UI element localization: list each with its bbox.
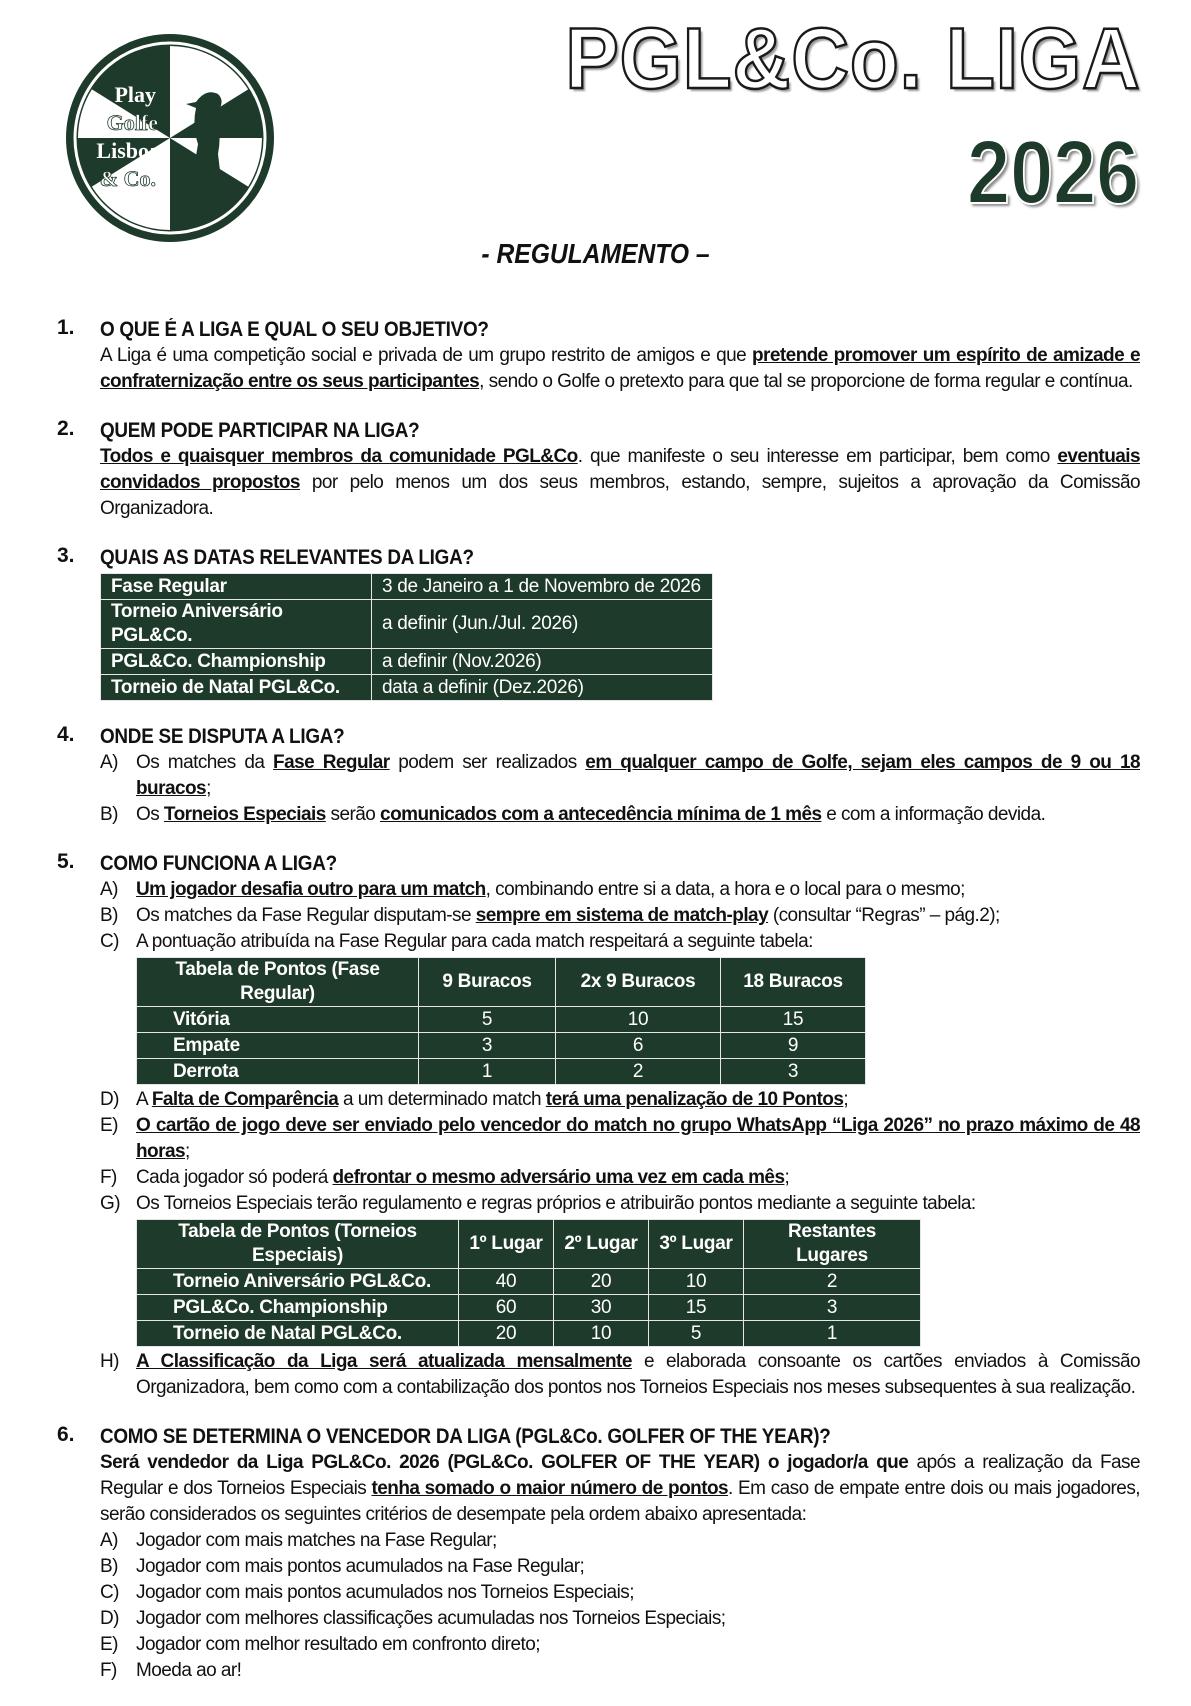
- section-number: 6.: [57, 1423, 75, 1446]
- table-row: Torneio Aniversário PGL&Co. 40 20 10 2: [137, 1269, 921, 1295]
- section-6: [57, 1423, 1140, 1684]
- section-1: [57, 316, 1140, 395]
- section-number: 5.: [57, 850, 75, 873]
- pgl-logo: [64, 32, 276, 244]
- svg-text:Golfe: Golfe: [106, 110, 158, 135]
- list-item: D) Jogador com melhores classificações acumuladas nos Torneios Especiais;: [100, 1608, 726, 1629]
- list-item: E) O cartão de jogo deve ser enviado pelo vencedor do match no grupo WhatsApp “Liga 2026” no prazo máximo de 48 horas;: [100, 1115, 1140, 1162]
- list-item: D) A Falta de Comparência a um determinado match terá uma penalização de 10 Pontos;: [100, 1089, 849, 1110]
- table-row: Derrota 1 2 3: [137, 1059, 866, 1085]
- list-item: B) Os matches da Fase Regular disputam-se sempre em sistema de match-play (consultar “Regras” – pág.2);: [100, 905, 1000, 926]
- special-points-table: [136, 1219, 921, 1347]
- table-row: Torneio de Natal PGL&Co. data a definir (Dez.2026): [101, 675, 713, 701]
- section-title: O QUE É A LIGA E QUAL O SEU OBJETIVO?: [100, 318, 489, 341]
- section-3: [57, 544, 1140, 701]
- section-number: 2.: [57, 417, 75, 440]
- league-title: PGL&Co. LIGA: [565, 11, 1141, 107]
- table-header-row: Tabela de Pontos (Fase Regular) 9 Buracos 2x 9 Buracos 18 Buracos: [137, 958, 866, 1007]
- league-year: 2026: [966, 123, 1139, 223]
- section-number: 4.: [57, 723, 75, 746]
- section-title: ONDE SE DISPUTA A LIGA?: [100, 725, 345, 748]
- section-title: QUAIS AS DATAS RELEVANTES DA LIGA?: [100, 546, 474, 569]
- svg-text:Play: Play: [114, 82, 156, 107]
- svg-text:& Co.: & Co.: [99, 166, 156, 191]
- table-row: Torneio Aniversário PGL&Co. a definir (Jun./Jul. 2026): [101, 600, 713, 649]
- section-paragraph: Será vendedor da Liga PGL&Co. 2026 (PGL&Co. GOLFER OF THE YEAR) o jogador/a que após a realização da Fase Regular e dos Torneios Especiais tenha somado o maior número de pontos. Em caso de empate entre dois ou mais jogadores, serão considerados os seguintes critérios de desempate pela ordem abaixo apresentada:: [100, 1452, 1140, 1525]
- dates-table: [100, 573, 713, 701]
- section-title: COMO FUNCIONA A LIGA?: [100, 852, 337, 875]
- section-number: 1.: [57, 316, 75, 339]
- list-item: H) A Classificação da Liga será atualizada mensalmente e elaborada consoante os cartões enviados à Comissão Organizadora, bem como com a contabilização dos pontos nos Torneios Especiais nos meses subsequentes à sua realização.: [100, 1351, 1141, 1398]
- table-row: Torneio de Natal PGL&Co. 20 10 5 1: [137, 1321, 921, 1347]
- section-5: [57, 850, 1140, 1401]
- list-item: C) A pontuação atribuída na Fase Regular para cada match respeitará a seguinte tabela: Tabela de Pontos (Fase Regular) 9 Buracos 2x 9 Buracos 18 Buracos Vitória 5 10 15 Empate 3 6 9 Derrota 1 2 3: [100, 929, 1140, 1085]
- regular-points-table: [136, 957, 866, 1085]
- table-row: PGL&Co. Championship a definir (Nov.2026): [101, 649, 713, 675]
- section-4: [57, 723, 1140, 828]
- list-item: B) Jogador com mais pontos acumulados na Fase Regular;: [100, 1556, 585, 1577]
- list-item: E) Jogador com melhor resultado em confronto direto;: [100, 1634, 540, 1655]
- section-paragraph: A Liga é uma competição social e privada de um grupo restrito de amigos e que pretende promover um espírito de amizade e confraternização entre os seus participantes, sendo o Golfe o pretexto para que tal se proporcione de forma regular e contínua.: [100, 345, 1140, 392]
- section-paragraph: Todos e quaisquer membros da comunidade PGL&Co. que manifeste o seu interesse em participar, bem como eventuais convidados propostos por pelo menos um dos seus membros, estando, sempre, sujeitos a aprovação da Comissão Organizadora.: [100, 446, 1141, 519]
- list-item: F) Cada jogador só poderá defrontar o mesmo adversário uma vez em cada mês;: [100, 1167, 790, 1188]
- section-title: QUEM PODE PARTICIPAR NA LIGA?: [100, 419, 420, 442]
- section-2: [57, 417, 1140, 522]
- list-item: C) Jogador com mais pontos acumulados nos Torneios Especiais;: [100, 1582, 634, 1603]
- list-item: A) Os matches da Fase Regular podem ser realizados em qualquer campo de Golfe, sejam eles campos de 9 ou 18 buracos;: [100, 752, 1141, 799]
- list-item: A) Um jogador desafia outro para um match, combinando entre si a data, a hora e o local para o mesmo;: [100, 879, 965, 900]
- section-title: COMO SE DETERMINA O VENCEDOR DA LIGA (PGL&Co. GOLFER OF THE YEAR)?: [100, 1425, 831, 1448]
- list-item: G) Os Torneios Especiais terão regulamento e regras próprios e atribuirão pontos mediante a seguinte tabela: Tabela de Pontos (Torneios Especiais) 1º Lugar 2º Lugar 3º Lugar Restantes Lugares Torneio Aniversário PGL&Co. 40 20 10 2 PGL&Co. Championship 60 30 15 3 Torneio de Natal PGL&Co. 20 10 5 1: [100, 1191, 1140, 1347]
- svg-text:Lisboa: Lisboa: [96, 138, 160, 163]
- list-item: B) Os Torneios Especiais serão comunicados com a antecedência mínima de 1 mês e com a informação devida.: [100, 804, 1046, 825]
- table-row: Fase Regular 3 de Janeiro a 1 de Novembro de 2026: [101, 574, 713, 600]
- list-item: A) Jogador com mais matches na Fase Regular;: [100, 1530, 497, 1551]
- section-number: 3.: [57, 544, 75, 567]
- table-header-row: Tabela de Pontos (Torneios Especiais) 1º Lugar 2º Lugar 3º Lugar Restantes Lugares: [137, 1220, 921, 1269]
- document-subtitle: - REGULAMENTO –: [481, 238, 710, 269]
- list-item: F) Moeda ao ar!: [100, 1660, 242, 1681]
- table-row: Empate 3 6 9: [137, 1033, 866, 1059]
- golfer-logo-icon: [64, 32, 276, 244]
- table-row: Vitória 5 10 15: [137, 1007, 866, 1033]
- regulation-content: [57, 316, 1140, 1706]
- table-row: PGL&Co. Championship 60 30 15 3: [137, 1295, 921, 1321]
